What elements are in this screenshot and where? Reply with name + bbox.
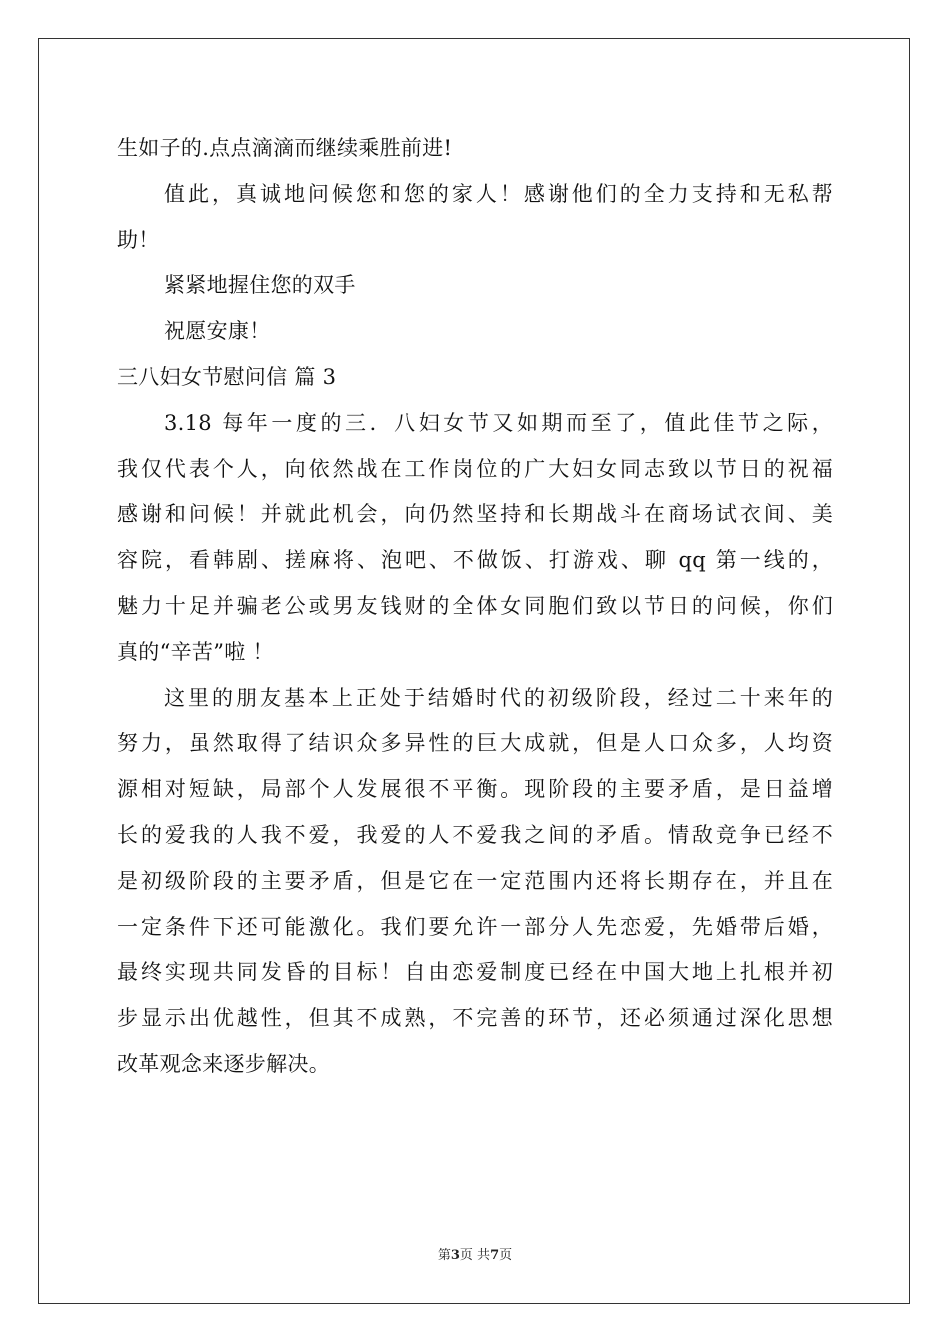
text-line: 容院，看韩剧、搓麻将、泡吧、不做饭、打游戏、聊 qq 第一线的，: [117, 548, 833, 573]
text-line: 长的爱我的人我不爱，我爱的人不爱我之间的矛盾。情敌竞争已经不: [117, 822, 833, 847]
footer-current-page: 3: [450, 1248, 460, 1263]
text-line: 魅力十足并骗老公或男友钱财的全体女同胞们致以节日的问候，你们: [117, 593, 833, 618]
text-line: 最终实现共同发昏的目标！自由恋爱制度已经在中国大地上扎根并初: [117, 960, 833, 985]
text-line: 3.18 每年一度的三．八妇女节又如期而至了，值此佳节之际，: [164, 410, 833, 435]
text-line: 努力，虽然取得了结识众多异性的巨大成就，但是人口众多，人均资: [117, 731, 833, 756]
text-line: 祝愿安康！: [164, 319, 271, 344]
text-line: 感谢和问候！并就此机会，向仍然坚持和长期战斗在商场试衣间、美: [117, 502, 833, 527]
text-line: 值此，真诚地问候您和您的家人！感谢他们的全力支持和无私帮: [164, 181, 833, 206]
text-line: 真的“辛苦”啦 ！: [117, 639, 274, 664]
footer-total-pages: 7: [490, 1248, 500, 1263]
text-line: 生如子的.点点滴滴而继续乘胜前进!: [117, 136, 453, 160]
text-line: 源相对短缺，局部个人发展很不平衡。现阶段的主要矛盾，是日益增: [117, 777, 833, 802]
text-line: 紧紧地握住您的双手: [164, 273, 356, 298]
document-body: [117, 126, 833, 1088]
text-line: 助！: [117, 227, 160, 252]
text-line: 我仅代表个人，向依然战在工作岗位的广大妇女同志致以节日的祝福: [117, 456, 833, 481]
footer-prefix: 第: [437, 1248, 451, 1263]
text-line: 这里的朋友基本上正处于结婚时代的初级阶段，经过二十来年的: [164, 685, 833, 710]
footer-middle: 页 共: [459, 1248, 491, 1263]
text-line: 三八妇女节慰问信 篇 3: [117, 364, 337, 389]
text-line: 步显示出优越性，但其不成熟，不完善的环节，还必须通过深化思想: [117, 1006, 833, 1031]
text-line: 一定条件下还可能激化。我们要允许一部分人先恋爱，先婚带后婚，: [117, 914, 833, 939]
footer-suffix: 页: [499, 1248, 513, 1263]
text-line: 是初级阶段的主要矛盾，但是它在一定范围内还将长期存在，并且在: [117, 868, 833, 893]
text-line: 改革观念来逐步解决。: [117, 1051, 330, 1076]
page-footer: [0, 1244, 950, 1263]
